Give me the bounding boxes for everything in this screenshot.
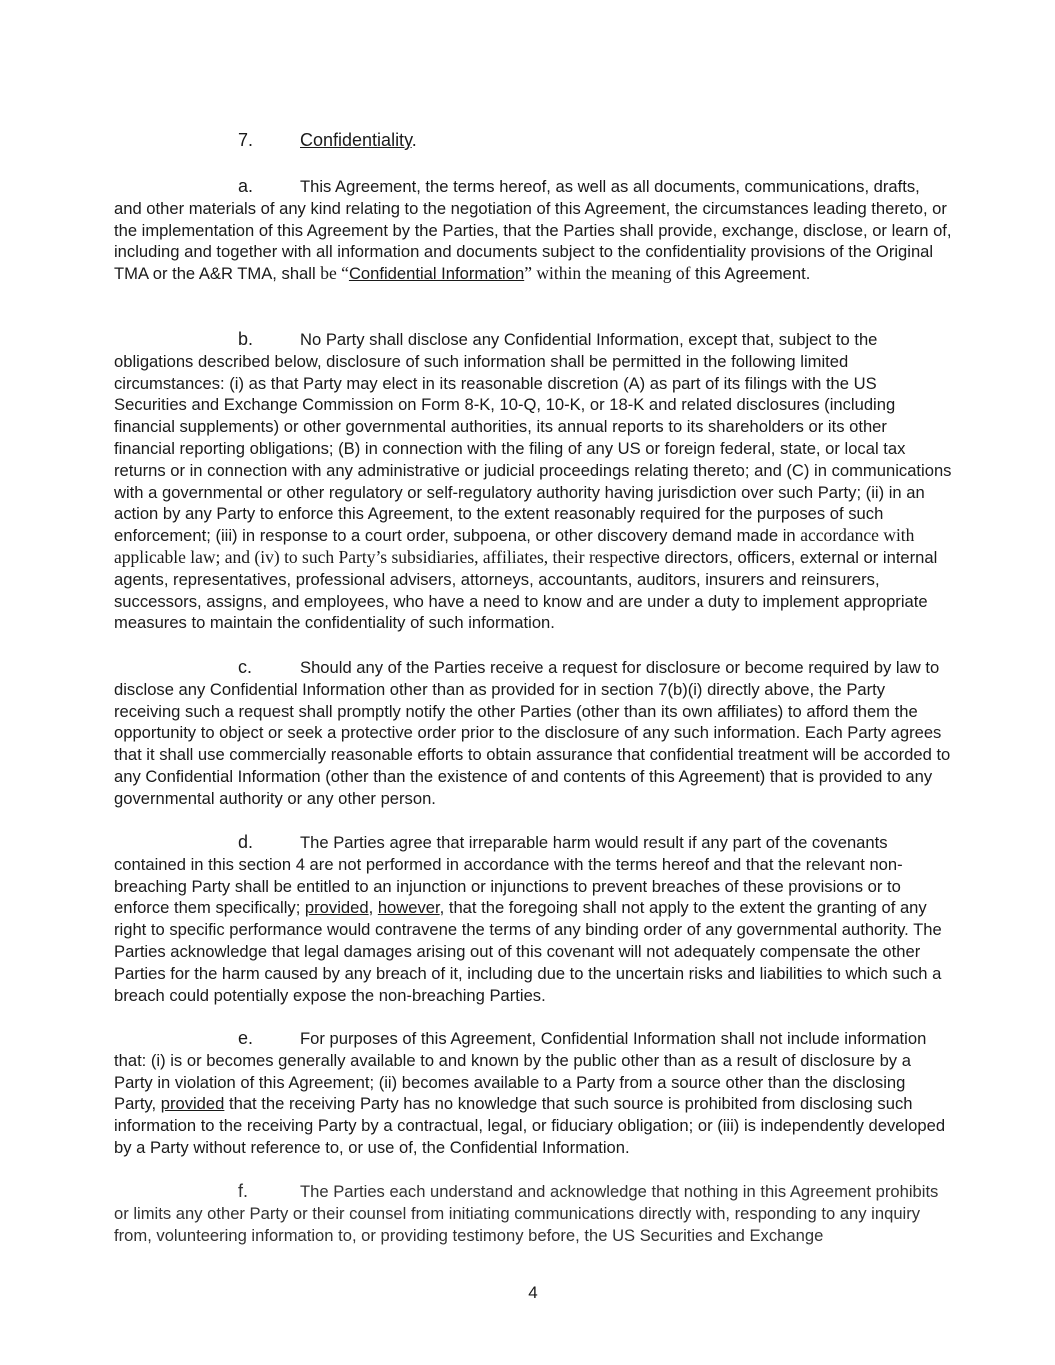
paragraph-text-serif: be “ bbox=[320, 263, 349, 284]
paragraph-label: c. bbox=[238, 657, 253, 677]
paragraph-text: that the receiving Party has no knowledge that such source is prohibited from disclosing such information to the receiving Party by a contractual, legal, or fiduciary obligation; or (iii) is independently developed by a Party without reference to, or use of, the Confidential Information. bbox=[114, 1094, 946, 1157]
paragraph-text: For purposes of this Agreement, Confidential Information shall not include information that: (i) is or becomes generally available to and known by the public other than as a result of disclosure by a Party in violation of this Agreement; (ii) becomes available to a Party from a source other than the disclosing Party, bbox=[114, 1029, 927, 1114]
underlined-term: however bbox=[377, 898, 440, 918]
paragraph-text: No Party shall disclose any Confidential Information, except that, subject to the obligations described below, disclosure of such information shall be permitted in the following limited circumstances: (i) as that Party may elect in its reasonable discretion (A) as part of its filings with the US Securities and Exchange Commission on Form 8-K, 10-Q, 10-K, or 18-K and related disclosures (including financial supplements) or other governmental authorities, its annual reports to its shareholders or its other financial reporting obligations; (B) in connection with the filing of any US or foreign federal, state, or local tax returns or in connection with any administrative or judicial proceedings relating thereto; and (C) in communications with a governmental or other regulatory or self-regulatory authority having jurisdiction over such Party; (ii) in an action by any Party to enforce this Agreement, to the extent reasonably required for the purposes of such enforcement; (iii) in response to a court order, subpoena, or other discovery demand made in bbox=[114, 330, 952, 546]
page-number: 4 bbox=[528, 1283, 538, 1302]
paragraph-label: a. bbox=[238, 176, 254, 196]
paragraph-label: e. bbox=[238, 1028, 254, 1048]
paragraph-text-serif: ” within the meaning of bbox=[524, 263, 691, 284]
paragraph-text-serif: accordance with applicable law; and (iv) to such Party’s subsidiaries, affiliates, their respe bbox=[114, 525, 915, 567]
paragraph-a bbox=[114, 176, 952, 285]
section-number: 7. bbox=[238, 130, 254, 150]
paragraph-e bbox=[114, 1028, 952, 1159]
paragraph-label: d. bbox=[238, 832, 254, 852]
paragraph-b bbox=[114, 329, 952, 634]
defined-term: Confidential Information bbox=[348, 264, 525, 284]
paragraph-d bbox=[114, 832, 952, 1006]
paragraph-label: f. bbox=[238, 1181, 249, 1201]
paragraph-text: The Parties each understand and acknowledge that nothing in this Agreement prohibits or limits any other Party or their counsel from initiating communications directly with, responding to any inquiry from, volunteering information to, or providing testimony before, the US Securities and Exchange bbox=[114, 1182, 939, 1245]
underlined-term: provided bbox=[304, 898, 369, 918]
paragraph-text: The Parties agree that irreparable harm would result if any part of the covenants contained in this section 4 are not performed in accordance with the terms hereof and that the relevant non-breaching Party shall be entitled to an injunction or injunctions to prevent breaches of these provisions or to enforce them specifically; bbox=[114, 833, 903, 918]
paragraph-text: This Agreement, the terms hereof, as well as all documents, communications, drafts, and other materials of any kind relating to the negotiation of this Agreement, the circumstances leading thereto, or the implementation of this Agreement by the Parties, that the Parties shall provide, exchange, disclose, or learn of, including and together with all information and documents subject to the confidentiality provisions of the Original TMA or the A&R TMA, shall bbox=[114, 177, 952, 284]
section-title-period: . bbox=[411, 130, 417, 150]
paragraph-text: ctive directors, officers, external or internal agents, representatives, professional advisers, attorneys, accountants, auditors, insurers and reinsurers, successors, assigns, and employees, who have a need to know and are under a duty to implement appropriate measures to maintain the confidentiality of such information. bbox=[114, 547, 938, 633]
paragraph-text: this Agreement. bbox=[690, 264, 811, 284]
section-title: Confidentiality bbox=[300, 130, 412, 150]
paragraph-c bbox=[114, 657, 952, 810]
paragraph-text: , that the foregoing shall not apply to the extent the granting of any right to specific performance would contravene the terms of any binding order of any governmental authority. The Parties acknowledge that legal damages arising out of this covenant will not adequately compensate the other Parties for the harm caused by any breach of it, including due to the uncertain risks and liabilities to which such a breach could potentially expose the non-breaching Parties. bbox=[114, 898, 942, 1005]
underlined-term: provided bbox=[160, 1094, 225, 1114]
paragraph-label: b. bbox=[238, 329, 254, 349]
paragraph-f bbox=[114, 1181, 952, 1246]
section-heading bbox=[238, 129, 417, 151]
separator: , bbox=[368, 898, 378, 918]
paragraph-text: Should any of the Parties receive a request for disclosure or become required by law to disclose any Confidential Information other than as provided for in section 7(b)(i) directly above, the Party receiving such a request shall promptly notify the other Parties (other than its own affiliates) to afford them the opportunity to object or seek a protective order prior to the disclosure of any such information. Each Party agrees that it shall use commercially reasonable efforts to obtain assurance that confidential treatment will be accorded to any Confidential Information (other than the existence of and contents of this Agreement) that is provided to any governmental authority or any other person. bbox=[114, 658, 951, 808]
